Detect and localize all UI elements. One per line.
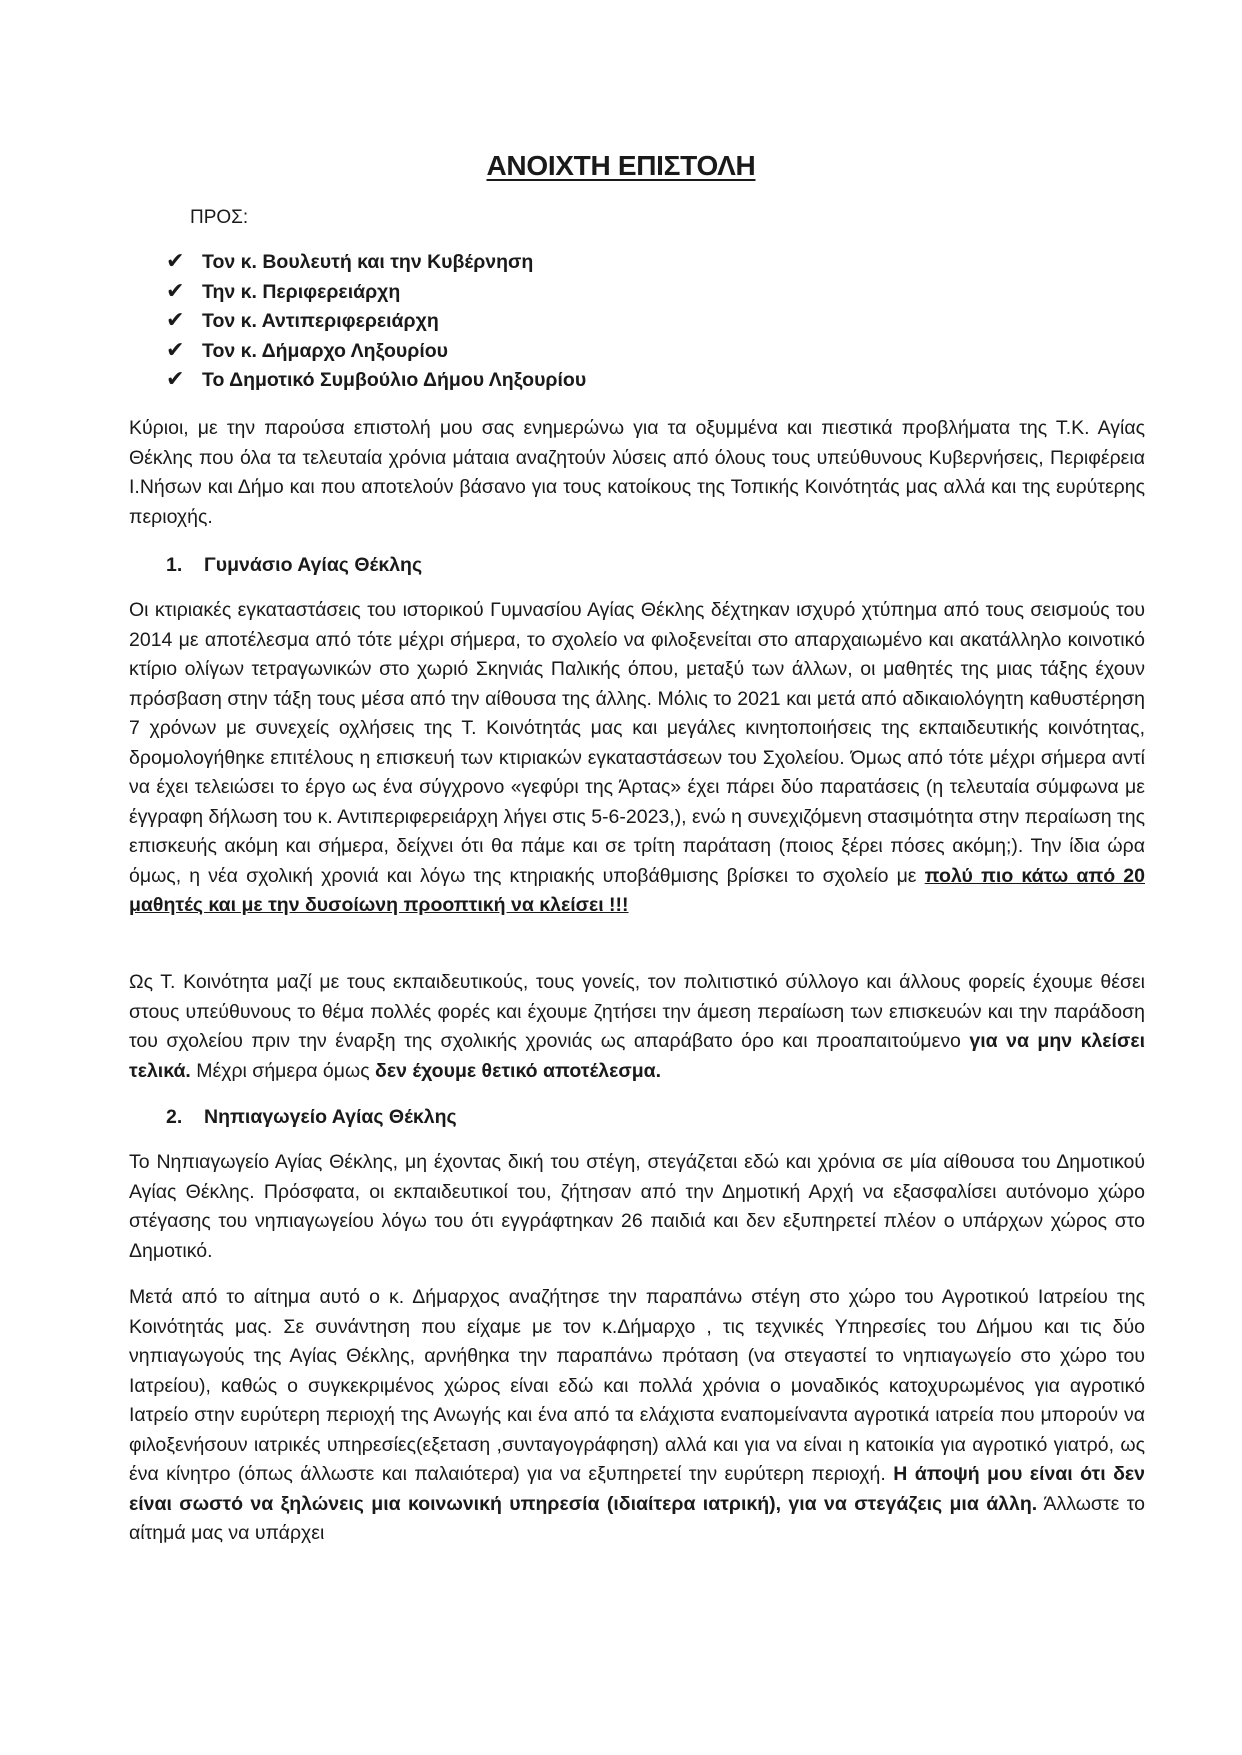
letter-title: ΑΝΟΙΧΤΗ ΕΠΙΣΤΟΛΗ: [486, 150, 756, 181]
checkmark-icon: ✔: [166, 307, 185, 332]
section-heading-kindergarten: 2. Νηπιαγωγείο Αγίας Θέκλης: [166, 1106, 457, 1128]
checkmark-icon: ✔: [166, 248, 185, 273]
gymnasium-paragraph-2: Ως Τ. Κοινότητα μαζί με τους εκπαιδευτικούς, τους γονείς, τον πολιτιστικό σύλλογο και άλλους φορείς έχουμε θέσει στους υπεύθυνους το θέμα πολλές φορές και έχουμε ζητήσει την άμεση περαίωση των επισκευών και την παράδοση του σχολείου πριν την έναρξη της σχολικής χρονιάς ως απαράβατο όρο και προαπαιτούμενο για να μην κλείσει τελικά. Μέχρι σήμερα όμως δεν έχουμε θετικό αποτέλεσμα.: [129, 971, 1145, 1082]
recipient-item: ✔ Την κ. Περιφερειάρχη: [166, 276, 586, 306]
recipient-item: ✔ Τον κ. Δήμαρχο Ληξουρίου: [166, 335, 586, 365]
kindergarten-paragraph-2: Μετά από το αίτημα αυτό ο κ. Δήμαρχος αναζήτησε την παραπάνω στέγη στο χώρο του Αγροτικού Ιατρείου της Κοινότητάς μας. Σε συνάντηση που είχαμε με τον κ.Δήμαρχο , τις τεχνικές Υπηρεσίες του Δήμου και τις δύο νηπιαγωγούς της Αγίας Θέκλης, αρνήθηκα την παραπάνω πρόταση (να στεγαστεί το νηπιαγωγείο στο χώρο του Ιατρείου), καθώς ο συγκεκριμένος χώρος είναι εδώ και πολλά χρόνια ο μοναδικός κατοχυρωμένος για αγροτικό Ιατρείο στην ευρύτερη περιοχή της Ανωγής και ένα από τα ελάχιστα εναπομείναντα αγροτικά ιατρεία που μπορούν να φιλοξενήσουν ιατρικές υπηρεσίες(εξεταση ,συνταγογράφηση) αλλά και για να είναι η κατοικία για αγροτικό γιατρό, ως ένα κίνητρο (όπως άλλωστε και παλαιότερα) για να εξυπηρετεί την ευρύτερη περιοχή. Η άποψή μου είναι ότι δεν είναι σωστό να ξηλώνεις μια κοινωνική υπηρεσία (ιδιαίτερα ιατρική), για να στεγάζεις μια άλλη. Άλλωστε το αίτημά μας να υπάρχει: [129, 1286, 1145, 1544]
to-label: ΠΡΟΣ:: [190, 207, 249, 228]
recipient-item: ✔ Τον κ. Αντιπεριφερειάρχη: [166, 305, 586, 335]
checkmark-icon: ✔: [166, 277, 185, 303]
emphasis-underlined: πολύ πιο κάτω από 20 μαθητές και με την δυσοίωνη προοπτική να κλείσει !!!: [129, 864, 1145, 916]
section-heading-gymnasium: 1. Γυμνάσιο Αγίας Θέκλης: [166, 554, 423, 576]
recipient-item: ✔ Τον κ. Βουλευτή και την Κυβέρνηση: [166, 246, 586, 276]
gymnasium-paragraph-1: Οι κτιριακές εγκαταστάσεις του ιστορικού Γυμνασίου Αγίας Θέκλης δέχτηκαν ισχυρό χτύπημα από τους σεισμούς του 2014 με αποτέλεσμα από τότε μέχρι σήμερα, το σχολείο να φιλοξενείται στο απαρχαιωμένο και ακατάλληλο κοινοτικό κτίριο ολίγων τετραγωνικών στο χωριό Σκηνιάς Παλικής όπου, μεταξύ των άλλων, οι μαθητές της μιας τάξης έχουν πρόσβαση στην τάξη τους μέσα από την αίθουσα της άλλης. Μόλις το 2021 και μετά από αδικαιολόγητη καθυστέρηση 7 χρόνων με συνεχείς οχλήσεις της Τ. Κοινότητάς μας και μεγάλες κινητοποιήσεις της εκπαιδευτικής κοινότητας, δρομολογήθηκε επιτέλους η επισκευή των κτιριακών εγκαταστάσεων του Σχολείου. Όμως από τότε μέχρι σήμερα αντί να έχει τελειώσει το έργο ως ένα σύγχρονο «γεφύρι της Άρτας» έχει πάρει δύο παρατάσεις (η τελευταία σύμφωνα με έγγραφη δήλωση του κ. Αντιπεριφερειάρχη λήγει στις 5-6-2023,), ενώ η συνεχιζόμενη στασιμότητα στην περαίωση της επισκευής ακόμη και σήμερα, δείχνει ότι θα πάμε και σε τρίτη παράταση (ποιος ξέρει πόσες ακόμη;). Την ίδια ώρα όμως, η νέα σχολική χρονιά και λόγω της κτηριακής υποβάθμισης βρίσκει το σχολείο με πολύ πιο κάτω από 20 μαθητές και με την δυσοίωνη προοπτική να κλείσει !!!: [129, 599, 1145, 916]
checkmark-icon: ✔: [166, 336, 185, 362]
recipient-list: [166, 246, 586, 394]
kindergarten-paragraph-1: Το Νηπιαγωγείο Αγίας Θέκλης, μη έχοντας δική του στέγη, στεγάζεται εδώ και χρόνια σε μία αίθουσα του Δημοτικού Αγίας Θέκλης. Πρόσφατα, οι εκπαιδευτικοί του, ζήτησαν από την Δημοτική Αρχή να εξασφαλίσει αυτόνομο χώρο στέγασης του νηπιαγωγείου λόγω του ότι εγγράφτηκαν 26 παιδιά και δεν εξυπηρετεί πλέον ο υπάρχων χώρος στο Δημοτικό.: [129, 1151, 1145, 1262]
recipient-item: ✔ Το Δημοτικό Συμβούλιο Δήμου Ληξουρίου: [166, 364, 586, 394]
intro-paragraph: Κύριοι, με την παρούσα επιστολή μου σας ενημερώνω για τα οξυμμένα και πιεστικά προβλήματα της Τ.Κ. Αγίας Θέκλης που όλα τα τελευταία χρόνια μάταια αναζητούν λύσεις από όλους τους υπεύθυνους Κυβερνήσεις, Περιφέρεια Ι.Νήσων και Δήμο και που αποτελούν βάσανο για τους κατοίκους της Τοπικής Κοινότητάς μας αλλά και της ευρύτερης περιοχής.: [129, 417, 1145, 528]
checkmark-icon: ✔: [166, 366, 185, 391]
